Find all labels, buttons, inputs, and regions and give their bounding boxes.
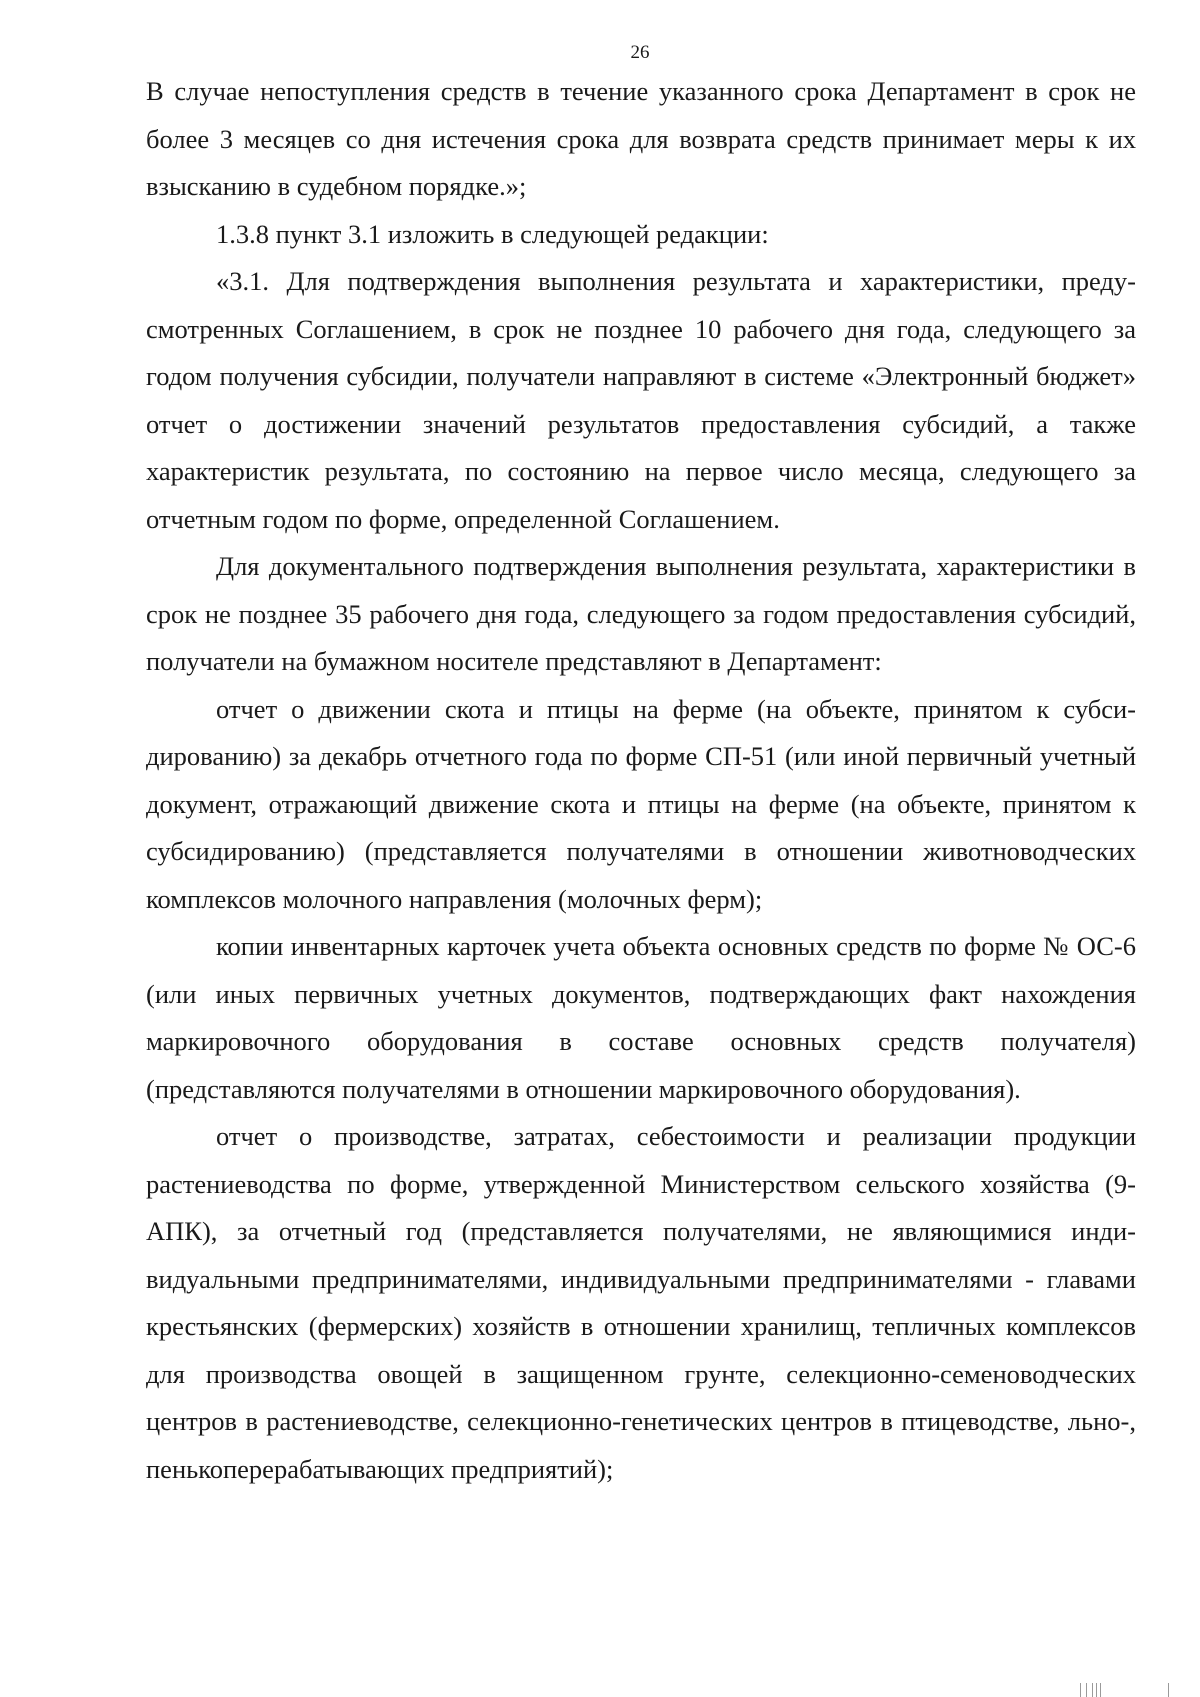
- paragraph-refund-measures: В случае непоступления средств в течение указанного срока Департамент в срок не более 3 месяцев со дня истечения срока для возврата средств принимает меры к их взысканию в судебном порядке.»;: [146, 76, 1136, 201]
- document-body: [146, 68, 1136, 1493]
- scan-edge-marks: [1060, 1683, 1180, 1697]
- paragraph-report-submission: «3.1. Для подтверждения выполнения результата и характеристики, предусмотренных Соглашением, в срок не позднее 10 рабочего дня года, следующего за годом получения субсидии, получатели направляют в системе «Электронный бюджет» отчет о достижении значений результатов предоставления субсидий, а также характеристик результата, по состоянию на первое число месяца, следующего за отчетным годом по форме, определенной Соглашением.: [146, 266, 1136, 534]
- paragraph-amendment-heading: 1.3.8 пункт 3.1 изложить в следующей редакции:: [216, 218, 769, 249]
- paragraph-crop-production-report: отчет о производстве, затратах, себестоимости и реализации продукции растениеводства по форме, утвержденной Министерством сельского хозяйства (9-АПК), за отчетный год (представляется получателями, не являющимися индивидуальными предпринимателями, индивидуальными предпринимателями - главами крестьянских (фермерских) хозяйств в отношении хранилищ, тепличных комплексов для производства овощей в защищенном грунте, селекционно-семеноводческих центров в растениеводстве, селекционно-генетических центров в птицеводстве, льно-, пенькоперерабатывающих предприятий);: [146, 1121, 1136, 1484]
- page-number: 26: [630, 42, 650, 63]
- paragraph-inventory-cards: копии инвентарных карточек учета объекта основных средств по форме № ОС-6 (или иных первичных учетных документов, подтверждающих факт нахождения маркировочного оборудования в составе основных средств получателя) (представляются получателями в отношении маркировочного оборудования).: [146, 931, 1136, 1104]
- paragraph-livestock-report: отчет о движении скота и птицы на ферме (на объекте, принятом к субсидированию) за декабрь отчетного года по форме СП-51 (или иной первичный учетный документ, отражающий движение скота и птицы на ферме (на объекте, принятом к субсидированию) (представляется получателями в отношении животноводческих комплексов молочного направления (молочных ферм);: [146, 693, 1136, 914]
- paragraph-documentary-confirmation: Для документального подтверждения выполнения результата, характеристики в срок не позднее 35 рабочего дня года, следующего за годом предоставления субсидий, получатели на бумажном носителе представляют в Департамент:: [146, 551, 1136, 676]
